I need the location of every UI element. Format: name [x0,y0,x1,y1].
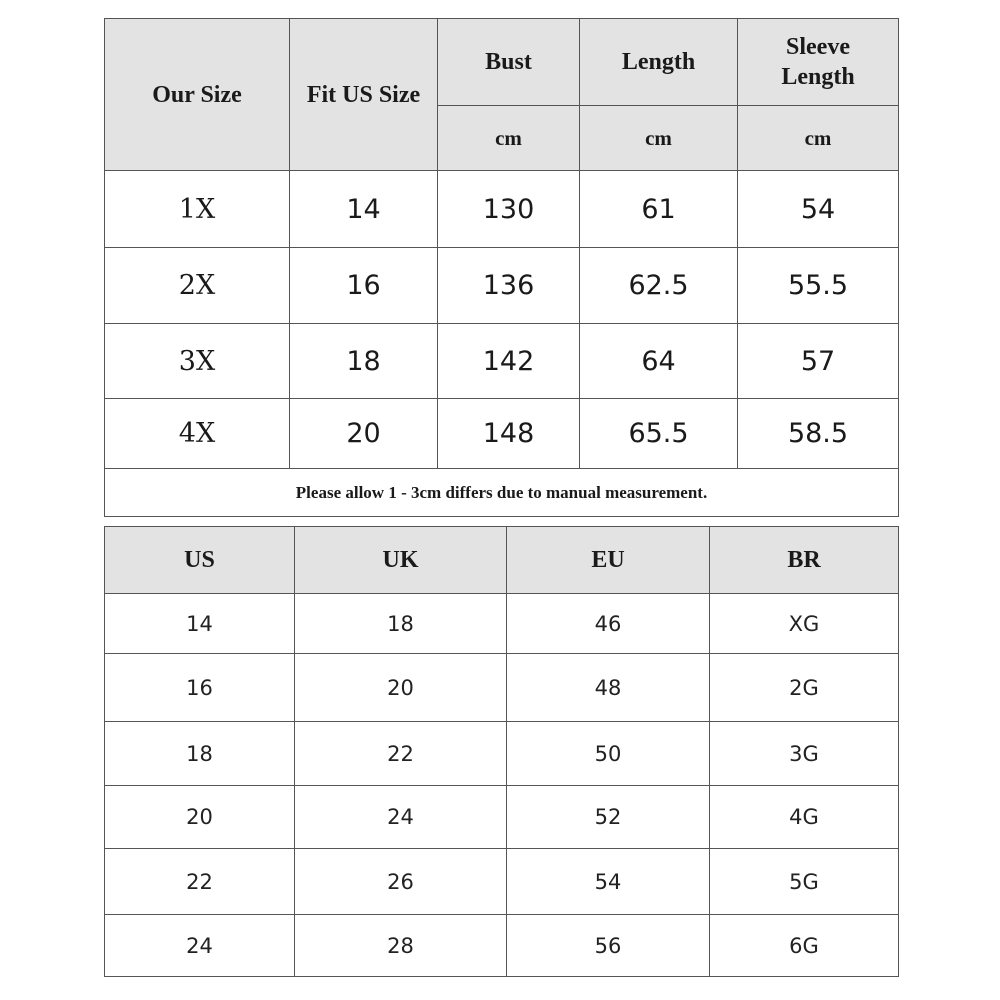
br-cell: 5G [710,849,899,915]
length-cell: 65.5 [580,399,738,469]
table-row [105,248,899,324]
header-uk: UK [295,527,507,594]
length-cell: 64 [580,324,738,399]
table-row [105,324,899,399]
uk-cell: 24 [295,786,507,849]
br-cell: 2G [710,654,899,722]
us-cell: 14 [105,594,295,654]
measurement-note: Please allow 1 - 3cm differs due to manual measurement. [105,469,899,517]
header-bust: Bust [438,19,580,106]
fit-us-cell: 14 [290,171,438,248]
uk-cell: 18 [295,594,507,654]
fit-us-cell: 16 [290,248,438,324]
us-cell: 18 [105,722,295,786]
eu-cell: 50 [507,722,710,786]
bust-cell: 148 [438,399,580,469]
header-sleeve-length: Sleeve Length [738,19,899,106]
table-row [105,399,899,469]
sleeve-length-cell: 58.5 [738,399,899,469]
header-br: BR [710,527,899,594]
table-row [105,849,899,915]
sleeve-length-cell: 54 [738,171,899,248]
table-row [105,915,899,977]
br-cell: 4G [710,786,899,849]
eu-cell: 46 [507,594,710,654]
header-fit-us-size: Fit US Size [290,19,438,171]
header-us: US [105,527,295,594]
fit-us-cell: 20 [290,399,438,469]
header-sleeve-unit: cm [738,106,899,171]
br-cell: XG [710,594,899,654]
size-cell: 3X [105,324,290,399]
bust-cell: 130 [438,171,580,248]
us-cell: 24 [105,915,295,977]
size-conversion-table [104,526,899,977]
eu-cell: 48 [507,654,710,722]
us-cell: 20 [105,786,295,849]
fit-us-cell: 18 [290,324,438,399]
uk-cell: 22 [295,722,507,786]
us-cell: 16 [105,654,295,722]
header-length: Length [580,19,738,106]
eu-cell: 54 [507,849,710,915]
table-row [105,654,899,722]
size-cell: 4X [105,399,290,469]
sleeve-length-cell: 57 [738,324,899,399]
header-length-unit: cm [580,106,738,171]
eu-cell: 56 [507,915,710,977]
header-our-size: Our Size [105,19,290,171]
br-cell: 3G [710,722,899,786]
header-bust-unit: cm [438,106,580,171]
uk-cell: 26 [295,849,507,915]
sleeve-length-cell: 55.5 [738,248,899,324]
uk-cell: 28 [295,915,507,977]
br-cell: 6G [710,915,899,977]
table-row [105,171,899,248]
uk-cell: 20 [295,654,507,722]
eu-cell: 52 [507,786,710,849]
table-row [105,722,899,786]
header-eu: EU [507,527,710,594]
table-row [105,786,899,849]
us-cell: 22 [105,849,295,915]
bust-cell: 142 [438,324,580,399]
table-row [105,594,899,654]
length-cell: 62.5 [580,248,738,324]
length-cell: 61 [580,171,738,248]
bust-cell: 136 [438,248,580,324]
size-cell: 1X [105,171,290,248]
size-cell: 2X [105,248,290,324]
size-chart-table [104,18,899,517]
